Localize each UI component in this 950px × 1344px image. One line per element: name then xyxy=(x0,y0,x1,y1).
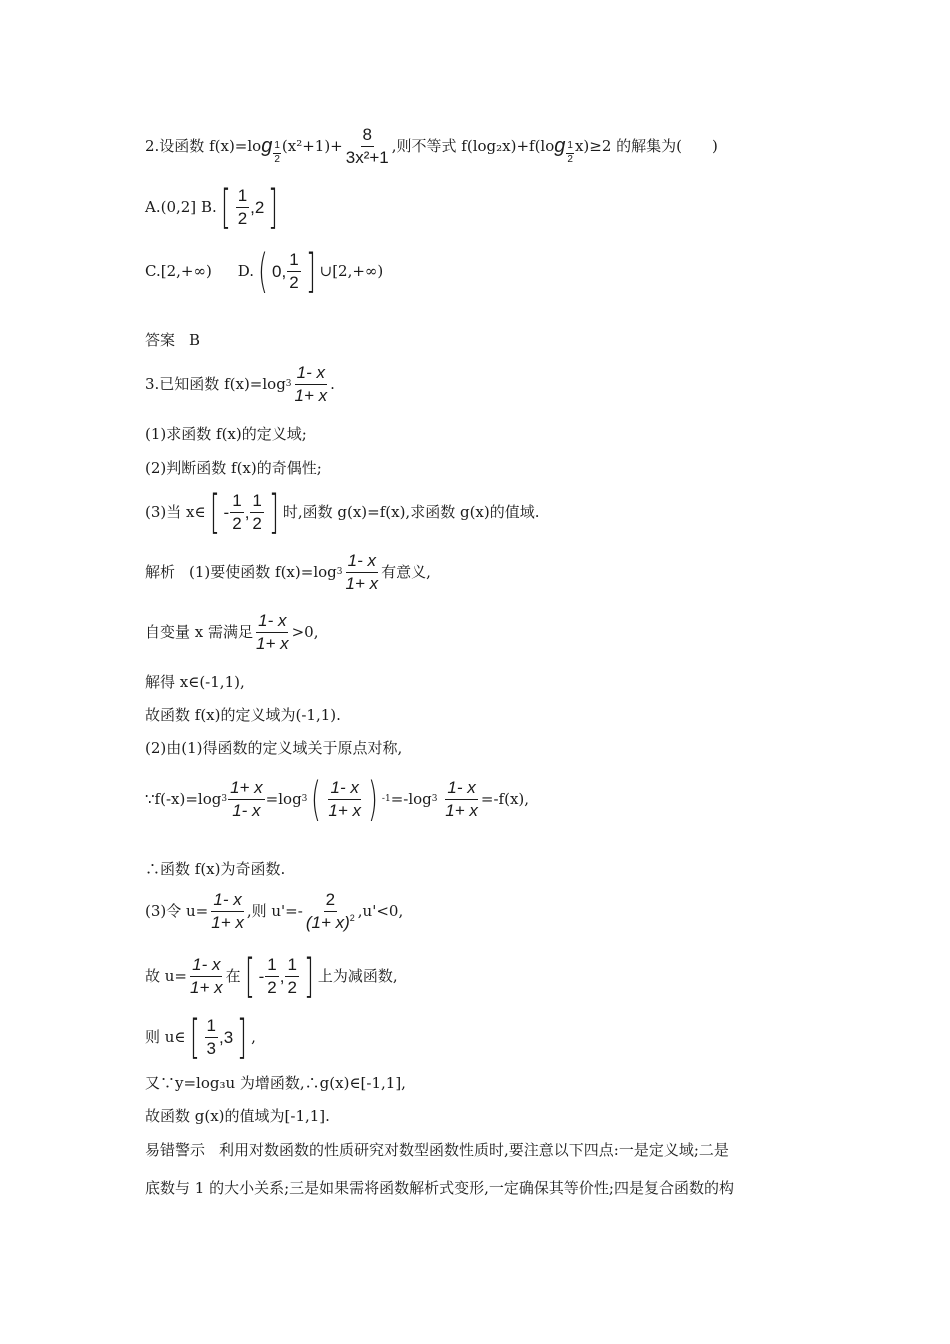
option-c: C.[2,+∞) xyxy=(145,261,212,280)
s8-tail: ,u'<0, xyxy=(357,901,404,920)
q2-mid: ,则不等式 f(log₂x)+f(lo xyxy=(391,136,555,155)
frac-num: 1- x xyxy=(211,891,243,912)
s1-lead: (1)要使函数 f(x)=log xyxy=(189,562,337,581)
option-b-den: 2 xyxy=(237,208,248,228)
frac-den: 2 xyxy=(232,513,242,533)
s6-paren-group xyxy=(307,772,382,826)
s9-interval xyxy=(241,949,318,1003)
frac-den-exp: 2 xyxy=(349,912,355,923)
s1-base: 3 xyxy=(336,566,343,577)
frac-den: 2 xyxy=(287,977,297,997)
frac-den: 1+ x xyxy=(328,800,361,820)
s9-frac-a xyxy=(265,956,278,997)
option-d-num: 1 xyxy=(287,251,300,272)
s1-tail: 有意义, xyxy=(381,562,431,581)
q2-eight-fraction xyxy=(344,126,391,167)
s2-tail: >0, xyxy=(291,622,319,641)
s2-lead: 自变量 x 需满足 xyxy=(145,622,253,641)
left-bracket: [ xyxy=(244,949,255,1003)
q3-base: 3 xyxy=(285,378,292,389)
solution-line-4: 故函数 f(x)的定义域为(-1,1). xyxy=(145,706,341,724)
s10-fraction xyxy=(205,1017,218,1058)
comma: , xyxy=(244,502,250,522)
warning-label: 易错警示 xyxy=(145,1141,206,1159)
s6-fraction-2 xyxy=(326,779,363,820)
q2-half-den-2: 2 xyxy=(567,153,573,165)
q2-g: g xyxy=(261,135,273,158)
q2-answer xyxy=(145,333,200,348)
s9-in: 在 xyxy=(225,966,241,985)
q2-half-fraction xyxy=(273,141,281,165)
q2-tail: x)≥2 的解集为( ) xyxy=(574,136,718,155)
minus-sign: - xyxy=(223,502,230,522)
s2-fraction xyxy=(254,612,291,653)
s6-base: 3 xyxy=(431,793,438,804)
left-bracket: [ xyxy=(189,1010,200,1064)
frac-num: 1 xyxy=(205,1017,218,1038)
q3-lead: 3.已知函数 f(x)=log xyxy=(145,374,286,393)
q2-arg: (x²+1)+ xyxy=(281,136,343,155)
frac-num: 1- x xyxy=(328,779,360,800)
q3-stem xyxy=(145,364,335,405)
q3-dot: . xyxy=(330,374,335,393)
s9-fraction xyxy=(188,956,225,997)
frac-num: 1- x xyxy=(190,956,222,977)
warning-line-2: 底数与 1 的大小关系;三是如果需将函数解析式变形,一定确保其等价性;四是复合函数的构 xyxy=(145,1179,734,1197)
frac-den: 1+ x xyxy=(445,800,478,820)
solution-line-10 xyxy=(145,1010,256,1064)
right-bracket: ] xyxy=(268,485,279,539)
left-paren: ( xyxy=(311,772,322,826)
s6-mid: =-log xyxy=(390,789,432,808)
q3-p3-interval xyxy=(206,485,283,539)
s6-base: 3 xyxy=(301,793,308,804)
frac-num: 1+ x xyxy=(228,779,265,800)
frac-num: 1 xyxy=(250,492,263,513)
q3-den: 1+ x xyxy=(294,385,328,405)
s6-tail: =-f(x), xyxy=(480,789,530,808)
right-bracket: ] xyxy=(237,1010,248,1064)
s8-derivative-fraction xyxy=(304,891,357,932)
q3-p3-frac-a xyxy=(230,492,243,533)
solution-line-9 xyxy=(145,949,398,1003)
right-bracket: ] xyxy=(303,949,314,1003)
option-b-interval xyxy=(217,180,283,234)
s8-mid: ,则 u'=- xyxy=(246,901,303,920)
solution-line-11: 又∵y=log₃u 为增函数,∴g(x)∈[-1,1], xyxy=(145,1074,406,1092)
answer-label: 答案 xyxy=(145,331,176,349)
solution-line-5: (2)由(1)得函数的定义域关于原点对称, xyxy=(145,739,403,757)
q3-fraction xyxy=(293,364,330,405)
frac-den: 2 xyxy=(252,513,262,533)
frac-den: 3 xyxy=(206,1038,216,1058)
q3-p3-frac-b xyxy=(250,492,263,533)
frac-den-text: (1+ x) xyxy=(305,912,350,932)
q2-half-fraction-2 xyxy=(566,141,574,165)
q2-stem xyxy=(145,126,718,167)
solution-line-7: ∴函数 f(x)为奇函数. xyxy=(145,860,286,878)
left-bracket: [ xyxy=(209,485,220,539)
left-paren: ( xyxy=(258,244,268,298)
warning-line-1 xyxy=(145,1143,729,1158)
s6-exponent: -1 xyxy=(381,793,391,804)
option-a: A.(0,2] xyxy=(145,197,197,216)
s8-lead: (3)令 u= xyxy=(145,901,209,920)
frac-den: 1+ x xyxy=(256,633,289,653)
frac-num: 1- x xyxy=(346,552,378,573)
frac-den: 1+ x xyxy=(345,573,379,593)
q2-eight-den: 3x²+1 xyxy=(345,147,389,167)
solution-line-12: 故函数 g(x)的值域为[-1,1]. xyxy=(145,1107,330,1125)
solution-label: 解析 xyxy=(145,562,176,581)
frac-den: 2 xyxy=(267,977,277,997)
option-d-zero: 0, xyxy=(272,261,287,281)
solution-line-6 xyxy=(145,772,530,826)
frac-num: 1- x xyxy=(256,612,288,633)
s8-fraction xyxy=(209,891,246,932)
q3-p3-lead: (3)当 x∈ xyxy=(145,502,206,521)
q3-part3 xyxy=(145,485,540,539)
s6-lead: ∵f(-x)=log xyxy=(145,789,222,808)
option-d-tail: ∪[2,+∞) xyxy=(319,261,384,280)
option-b-tail: ,2 xyxy=(250,197,265,217)
option-d-den: 2 xyxy=(289,272,299,292)
frac-num: 1 xyxy=(265,956,278,977)
s1-fraction xyxy=(343,552,380,593)
minus-sign: - xyxy=(258,966,265,986)
option-b-fraction xyxy=(236,187,249,228)
option-b-num: 1 xyxy=(236,187,249,208)
q3-part1: (1)求函数 f(x)的定义域; xyxy=(145,425,307,443)
solution-line-1 xyxy=(145,552,431,593)
s6-base: 3 xyxy=(221,793,228,804)
q2-half-den: 2 xyxy=(274,153,280,165)
q3-p3-tail: 时,函数 g(x)=f(x),求函数 g(x)的值域. xyxy=(282,502,540,521)
answer-value: B xyxy=(189,331,201,349)
option-d-interval xyxy=(254,244,320,298)
q2-g2: g xyxy=(554,135,566,158)
frac-den: 1+ x xyxy=(190,977,223,997)
frac-num: 1- x xyxy=(445,779,477,800)
warning-text-1: 利用对数函数的性质研究对数型函数性质时,要注意以下四点:一是定义域;二是 xyxy=(219,1141,729,1159)
frac-num: 1 xyxy=(285,956,298,977)
q2-half-num: 1 xyxy=(273,141,281,154)
frac-num: 1 xyxy=(230,492,243,513)
s10-interval xyxy=(186,1010,252,1064)
solution-line-3: 解得 x∈(-1,1), xyxy=(145,673,245,691)
frac-den: 1+ x xyxy=(211,912,244,932)
option-b-label: B. xyxy=(200,197,217,216)
s6-fraction-1 xyxy=(228,779,265,820)
option-d-label: D. xyxy=(237,261,255,280)
solution-line-8 xyxy=(145,891,403,932)
q3-num: 1- x xyxy=(295,364,327,385)
right-bracket: ] xyxy=(268,180,279,234)
s9-frac-b xyxy=(285,956,298,997)
q3-part2: (2)判断函数 f(x)的奇偶性; xyxy=(145,459,322,477)
q2-options-ab xyxy=(145,180,282,234)
q2-half-num-2: 1 xyxy=(566,141,574,154)
solution-line-2 xyxy=(145,612,319,653)
frac-den xyxy=(304,912,357,932)
right-paren: ) xyxy=(368,772,378,826)
frac-den: 1- x xyxy=(232,800,261,820)
option-d-fraction xyxy=(287,251,300,292)
s6-eq: =log xyxy=(265,789,302,808)
left-bracket: [ xyxy=(220,180,231,234)
s10-lead: 则 u∈ xyxy=(145,1027,186,1046)
q2-lead: 2.设函数 f(x)=lo xyxy=(145,136,262,155)
s10-mid: ,3 xyxy=(218,1027,234,1047)
comma: , xyxy=(279,966,285,986)
q2-options-cd xyxy=(145,244,384,298)
s9-lead: 故 u= xyxy=(145,966,187,985)
q2-eight-num: 8 xyxy=(361,126,374,147)
s10-tail: , xyxy=(251,1027,256,1046)
s9-tail: 上为减函数, xyxy=(317,966,398,985)
s6-fraction-3 xyxy=(443,779,480,820)
frac-num: 2 xyxy=(324,891,337,912)
right-bracket: ] xyxy=(305,244,316,298)
